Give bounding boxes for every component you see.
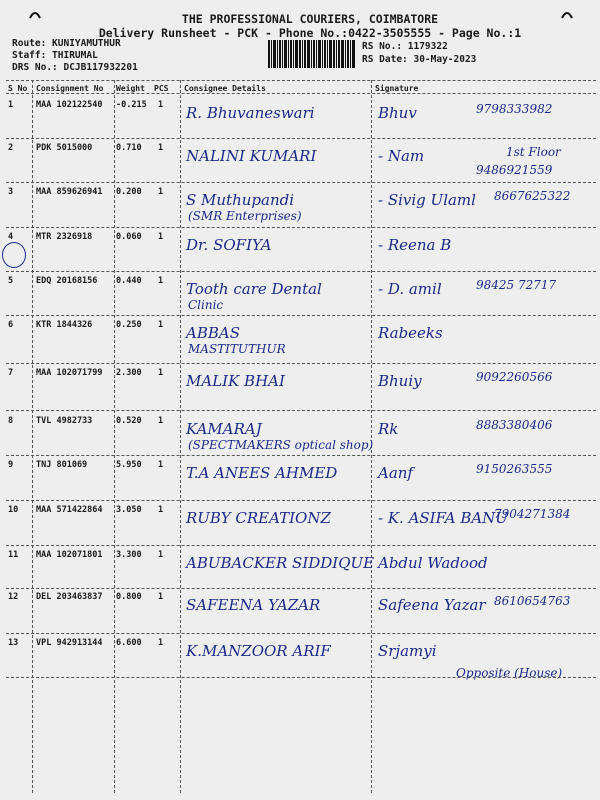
row-signature: Bhuiy xyxy=(378,372,422,390)
row-note: Opposite (House) xyxy=(456,666,563,680)
row-rule xyxy=(6,363,596,364)
row-pcs: 1 xyxy=(158,232,164,242)
barcode xyxy=(268,40,356,68)
row-consignee-line2: MASTITUTHUR xyxy=(188,342,286,356)
row-phone: 8667625322 xyxy=(494,189,571,203)
row-consignment-no: KTR 1844326 xyxy=(36,320,93,330)
row-weight: 0.440 xyxy=(116,276,142,286)
row-signature: Rk xyxy=(378,420,399,438)
row-pcs: 1 xyxy=(158,320,164,330)
row-consignment-no: PDK 5015000 xyxy=(36,143,93,153)
rs-number: RS No.: 1179322 xyxy=(362,41,448,52)
row-consignee: SAFEENA YAZAR xyxy=(186,596,321,614)
row-consignee-line2: Clinic xyxy=(188,298,224,312)
row-signature: Aanf xyxy=(378,464,413,482)
row-rule xyxy=(6,677,596,678)
row-consignee: S Muthupandi xyxy=(186,191,295,209)
row-rule xyxy=(6,588,596,589)
row-sno: 12 xyxy=(8,592,19,602)
drs-number: DRS No.: DCJB117932201 xyxy=(12,62,138,73)
row-sno: 2 xyxy=(8,143,14,153)
row-consignee: Tooth care Dental xyxy=(186,280,322,298)
column-rule xyxy=(32,80,33,793)
row-phone: 9150263555 xyxy=(476,462,553,476)
row-consignment-no: MAA 571422864 xyxy=(36,505,103,515)
row-rule xyxy=(6,410,596,411)
company-title: THE PROFESSIONAL COURIERS, COIMBATORE xyxy=(181,12,439,26)
row-weight: 0.800 xyxy=(116,592,142,602)
row-sno: 11 xyxy=(8,550,19,560)
row-pcs: 1 xyxy=(158,143,164,153)
row-phone: 9798333982 xyxy=(476,102,553,116)
row-sno: 9 xyxy=(8,460,14,470)
row-rule xyxy=(6,633,596,634)
runsheet-table xyxy=(6,80,596,793)
row-pcs: 1 xyxy=(158,100,164,110)
row-phone: 7904271384 xyxy=(494,507,571,521)
row-pcs: 1 xyxy=(158,592,164,602)
row-weight: 6.600 xyxy=(116,638,142,648)
row-pcs: 1 xyxy=(158,638,164,648)
row-consignee: K.MANZOOR ARIF xyxy=(186,642,331,660)
row-rule xyxy=(6,182,596,183)
row-consignment-no: EDQ 20168156 xyxy=(36,276,98,286)
row-consignee: R. Bhuvaneswari xyxy=(186,104,315,122)
row-phone: 9486921559 xyxy=(476,163,553,177)
row-pcs: 1 xyxy=(158,416,164,426)
row-rule xyxy=(6,227,596,228)
col-header-weight: Weight xyxy=(116,84,145,93)
row-consignee: KAMARAJ xyxy=(186,420,262,438)
row-consignee-line2: (SMR Enterprises) xyxy=(188,209,302,223)
row-signature: Srjamyi xyxy=(378,642,437,660)
col-header-consignment: Consignment No xyxy=(36,84,104,93)
row-consignment-no: MAA 102122540 xyxy=(36,100,103,110)
row-consignment-no: MAA 102071801 xyxy=(36,550,103,560)
row-consignment-no: VPL 942913144 xyxy=(36,638,103,648)
row-sno: 13 xyxy=(8,638,19,648)
row-signature: - Reena B xyxy=(378,236,452,254)
row-weight: 0.060 xyxy=(116,232,142,242)
row-rule xyxy=(6,455,596,456)
column-rule xyxy=(180,80,181,793)
row-phone: 8883380406 xyxy=(476,418,553,432)
row-signature: Safeena Yazar xyxy=(378,596,486,614)
corner-mark-icon xyxy=(28,8,42,22)
row-sno: 7 xyxy=(8,368,14,378)
row-sno: 6 xyxy=(8,320,14,330)
row-signature: Abdul Wadood xyxy=(378,554,488,572)
col-header-pcs: PCS xyxy=(154,84,169,93)
row-phone: 9092260566 xyxy=(476,370,553,384)
row-consignment-no: MTR 2326918 xyxy=(36,232,93,242)
corner-mark-icon xyxy=(560,8,574,22)
column-rule xyxy=(371,80,372,793)
row-weight: 3.050 xyxy=(116,505,142,515)
row-signature: Rabeeks xyxy=(378,324,443,342)
row-consignment-no: TNJ 801069 xyxy=(36,460,88,470)
row-consignee: ABBAS xyxy=(186,324,240,342)
row-phone: 8610654763 xyxy=(494,594,571,608)
row-signature: Bhuv xyxy=(378,104,417,122)
row-signature: - D. amil xyxy=(378,280,442,298)
table-rule xyxy=(6,93,596,94)
row-consignee: Dr. SOFIYA xyxy=(186,236,272,254)
row-consignee: MALIK BHAI xyxy=(186,372,285,390)
row-weight: 5.950 xyxy=(116,460,142,470)
row-rule xyxy=(6,500,596,501)
row-rule xyxy=(6,138,596,139)
row-consignment-no: MAA 102071799 xyxy=(36,368,103,378)
row-consignment-no: TVL 4982733 xyxy=(36,416,93,426)
row-phone: 98425 72717 xyxy=(476,278,557,292)
row-pcs: 1 xyxy=(158,276,164,286)
row-signature: - Sivig Ulaml xyxy=(378,191,476,209)
staff-label: Staff: THIRUMAL xyxy=(12,50,98,61)
row-consignee: NALINI KUMARI xyxy=(186,147,317,165)
row-pcs: 1 xyxy=(158,460,164,470)
row-weight: 2.300 xyxy=(116,368,142,378)
rs-date: RS Date: 30-May-2023 xyxy=(362,54,477,65)
runsheet-title: Delivery Runsheet - PCK - Phone No.:0422-3505555 - Page No.:1 xyxy=(98,26,522,40)
col-header-sno: S No xyxy=(8,84,28,93)
row-weight: 0.200 xyxy=(116,187,142,197)
row-rule xyxy=(6,315,596,316)
row-pcs: 1 xyxy=(158,550,164,560)
row-consignee: T.A ANEES AHMED xyxy=(186,464,338,482)
row-pcs: 1 xyxy=(158,368,164,378)
row-rule xyxy=(6,271,596,272)
circle-mark xyxy=(2,242,26,268)
row-consignment-no: DEL 203463837 xyxy=(36,592,103,602)
row-consignment-no: MAA 859626941 xyxy=(36,187,103,197)
row-signature: - Nam xyxy=(378,147,425,165)
row-weight: 0.250 xyxy=(116,320,142,330)
row-signature: - K. ASIFA BANU xyxy=(378,509,508,527)
row-sno: 3 xyxy=(8,187,14,197)
row-sno: 1 xyxy=(8,100,14,110)
table-rule xyxy=(6,80,596,81)
row-consignee: ABUBACKER SIDDIQUE xyxy=(186,554,375,572)
row-weight: -0.215 xyxy=(116,100,147,110)
row-weight: 0.520 xyxy=(116,416,142,426)
row-weight: 3.300 xyxy=(116,550,142,560)
column-rule xyxy=(114,80,115,793)
row-sno: 5 xyxy=(8,276,14,286)
row-rule xyxy=(6,545,596,546)
row-sno: 8 xyxy=(8,416,14,426)
row-weight: 0.710 xyxy=(116,143,142,153)
row-consignee-line2: (SPECTMAKERS optical shop) xyxy=(188,438,374,452)
row-pcs: 1 xyxy=(158,187,164,197)
col-header-signature: Signature xyxy=(375,84,419,93)
row-pcs: 1 xyxy=(158,505,164,515)
col-header-consignee: Consignee Details xyxy=(184,84,266,93)
row-consignee: RUBY CREATIONZ xyxy=(186,509,331,527)
route-label: Route: KUNIYAMUTHUR xyxy=(12,38,121,49)
row-sno: 4 xyxy=(8,232,14,242)
row-sno: 10 xyxy=(8,505,19,515)
row-note: 1st Floor xyxy=(506,145,561,159)
